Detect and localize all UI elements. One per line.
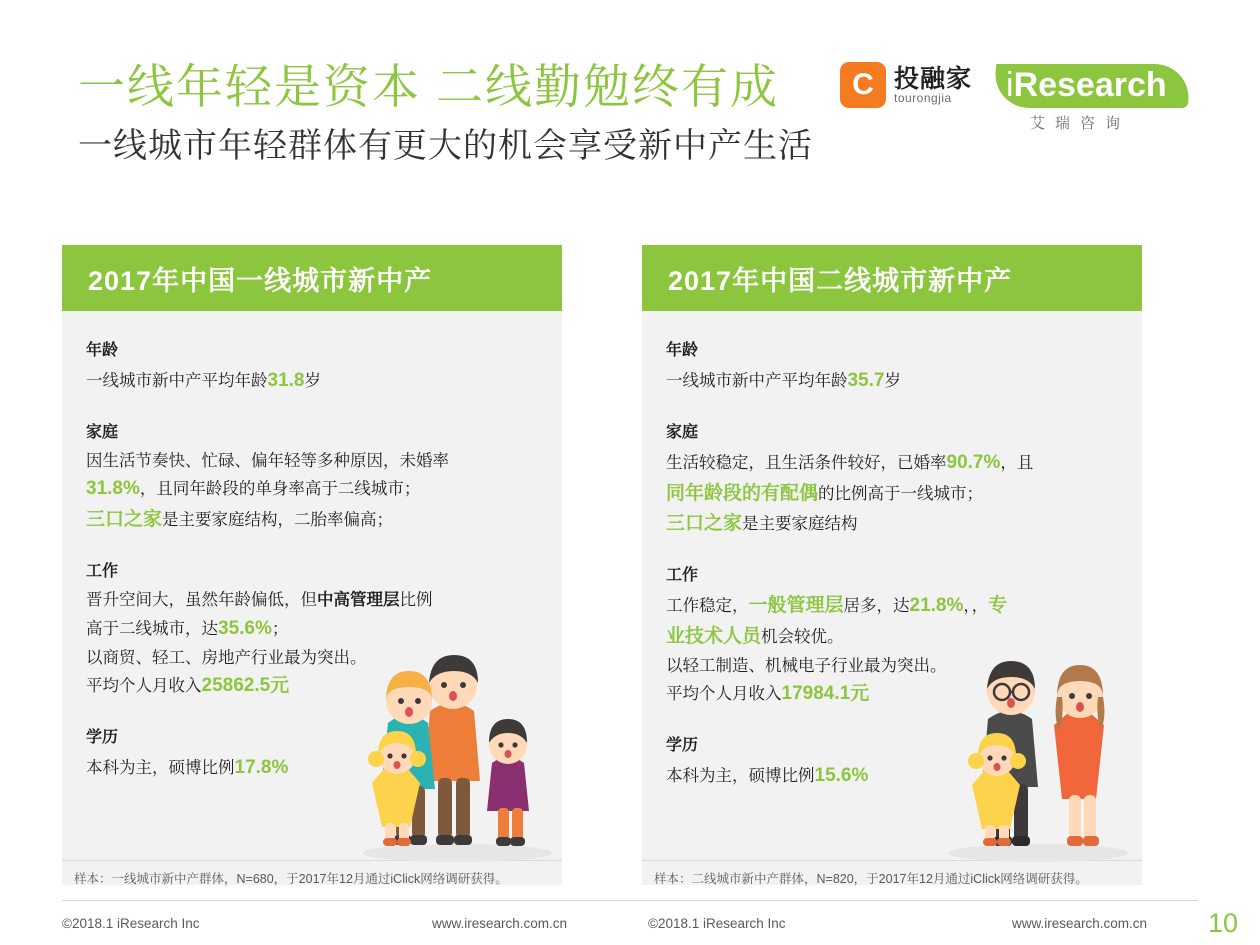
info-section <box>86 337 538 397</box>
highlight-value: 17.8% <box>234 756 289 778</box>
highlight-value: 25862.5元 <box>201 675 290 697</box>
tourongjia-name-cn: 投融家 <box>893 64 972 93</box>
sample-note-tier2: 样本：二线城市新中产群体，N=820，于2017年12月通过iClick网络调研获得。 <box>642 860 1142 887</box>
highlight-value: 三口之家 <box>86 509 163 531</box>
highlight-value: 31.8 <box>267 370 305 391</box>
page-subtitle: 一线城市年轻群体有更大的机会享受新中产生活 <box>78 127 813 166</box>
body-text: ，， <box>963 597 989 616</box>
info-section-title: 学历 <box>666 737 699 755</box>
footer-url-right[interactable]: www.iresearch.com.cn <box>1012 916 1148 931</box>
info-line <box>666 509 1118 540</box>
info-section-title: 家庭 <box>666 423 699 441</box>
info-line <box>86 448 538 475</box>
panel-tier1-heading: 2017年中国一线城市新中产 <box>62 245 562 311</box>
highlight-value: 35.6% <box>218 617 272 639</box>
panel-tier2 <box>642 245 1142 885</box>
footer-url-left[interactable]: www.iresearch.com.cn <box>432 916 568 931</box>
body-text: 本科为主，硕博比例 <box>666 767 815 786</box>
highlight-value: 专 <box>988 595 1008 617</box>
body-text: 以轻工制造、机械电子行业最为突出。 <box>666 656 947 675</box>
page-number: 10 <box>1207 908 1238 938</box>
info-line <box>666 591 1118 622</box>
body-text: 居多，达 <box>843 597 910 616</box>
panel-tier1-body <box>62 311 562 885</box>
info-line <box>666 761 1118 792</box>
body-text: 比例 <box>399 591 433 610</box>
info-section <box>666 732 1118 792</box>
body-text: 高于二线城市，达 <box>86 619 218 638</box>
highlight-value: 90.7% <box>946 451 1001 473</box>
info-section-title: 年龄 <box>666 342 699 359</box>
iresearch-research: Research <box>1013 66 1167 104</box>
info-line <box>86 366 538 397</box>
tourongjia-mark-icon: C <box>840 62 886 108</box>
highlight-value: 35.7 <box>847 370 885 391</box>
body-text: 本科为主，硕博比例 <box>86 758 235 777</box>
body-text: 机会较优。 <box>761 627 844 646</box>
sample-note-tier1: 样本：一线城市新中产群体，N=680，于2017年12月通过iClick网络调研获得。 <box>62 860 562 887</box>
body-text: 的比例高于一线城市； <box>818 484 984 503</box>
footer-divider <box>62 900 1198 901</box>
info-line <box>86 505 538 536</box>
highlight-value: 三口之家 <box>666 513 743 535</box>
info-line <box>666 622 1118 653</box>
body-text: 工作稳定， <box>666 597 749 616</box>
body-text: 以商贸、轻工、房地产行业最为突出。 <box>86 648 367 667</box>
info-section <box>666 562 1118 710</box>
highlight-value: 21.8% <box>909 595 964 617</box>
body-text: ，且同年龄段的单身率高于二线城市； <box>139 480 421 499</box>
panel-tier2-heading: 2017年中国二线城市新中产 <box>642 245 1142 311</box>
logo-group <box>840 62 1190 142</box>
highlight-value: 一般管理层 <box>748 595 844 617</box>
iresearch-name-cn: 艾瑞咨询 <box>1030 115 1131 132</box>
body-text: 一线城市新中产平均年龄 <box>86 372 268 390</box>
body-text: 平均个人月收入 <box>86 677 202 696</box>
tourongjia-wordmark <box>894 66 972 105</box>
highlight-value: 15.6% <box>814 765 869 787</box>
info-section-title: 工作 <box>86 563 119 581</box>
body-text: 生活较稳定，且生活条件较好，已婚率 <box>666 453 947 472</box>
info-line <box>86 645 538 672</box>
info-section <box>666 419 1118 540</box>
highlight-value: 业技术人员 <box>666 625 762 647</box>
tourongjia-logo <box>840 62 972 108</box>
body-text: 是主要家庭结构，二胎率偏高； <box>162 511 394 530</box>
tourongjia-name-en: tourongjia <box>893 90 952 105</box>
highlight-value: 同年龄段的有配偶 <box>666 482 819 504</box>
info-section <box>86 724 538 784</box>
iresearch-i: i <box>1006 66 1014 104</box>
body-text: 岁 <box>304 372 321 390</box>
iresearch-wordmark <box>1006 66 1167 105</box>
emphasis-text: 中高管理层 <box>317 591 400 610</box>
info-section <box>86 419 538 536</box>
page-title: 一线年轻是资本 二线勤勉终有成 <box>78 60 780 113</box>
info-line <box>666 653 1118 680</box>
info-section-title: 工作 <box>666 567 699 585</box>
body-text: 是主要家庭结构 <box>742 515 858 534</box>
body-text: ，且 <box>1000 453 1034 472</box>
body-text: ； <box>271 619 289 638</box>
info-section-title: 学历 <box>86 728 119 746</box>
info-line <box>666 479 1118 510</box>
info-section <box>666 337 1118 397</box>
info-line <box>666 366 1118 397</box>
info-line <box>666 679 1118 710</box>
body-text: 岁 <box>884 372 901 390</box>
panel-divider <box>622 245 623 885</box>
body-text: 平均个人月收入 <box>666 685 782 704</box>
info-section <box>86 558 538 702</box>
panel-tier1 <box>62 245 562 885</box>
footer-copyright-left: ©2018.1 iResearch Inc <box>62 916 200 931</box>
info-line <box>86 753 538 784</box>
body-text: 一线城市新中产平均年龄 <box>666 372 848 390</box>
panel-tier2-body <box>642 311 1142 885</box>
info-line <box>86 671 538 702</box>
highlight-value: 17984.1元 <box>781 683 870 705</box>
info-section-title: 年龄 <box>86 342 119 359</box>
info-line <box>86 614 538 645</box>
body-text: 晋升空间大，虽然年龄偏低，但 <box>86 591 317 610</box>
footer-copyright-right: ©2018.1 iResearch Inc <box>648 916 786 931</box>
iresearch-logo <box>990 62 1190 142</box>
info-section-title: 家庭 <box>86 423 119 441</box>
info-line <box>666 448 1118 479</box>
info-line <box>86 474 538 505</box>
body-text: 因生活节奏快、忙碌、偏年轻等多种原因，未婚率 <box>86 451 449 470</box>
info-line <box>86 587 538 614</box>
highlight-value: 31.8% <box>86 478 140 500</box>
